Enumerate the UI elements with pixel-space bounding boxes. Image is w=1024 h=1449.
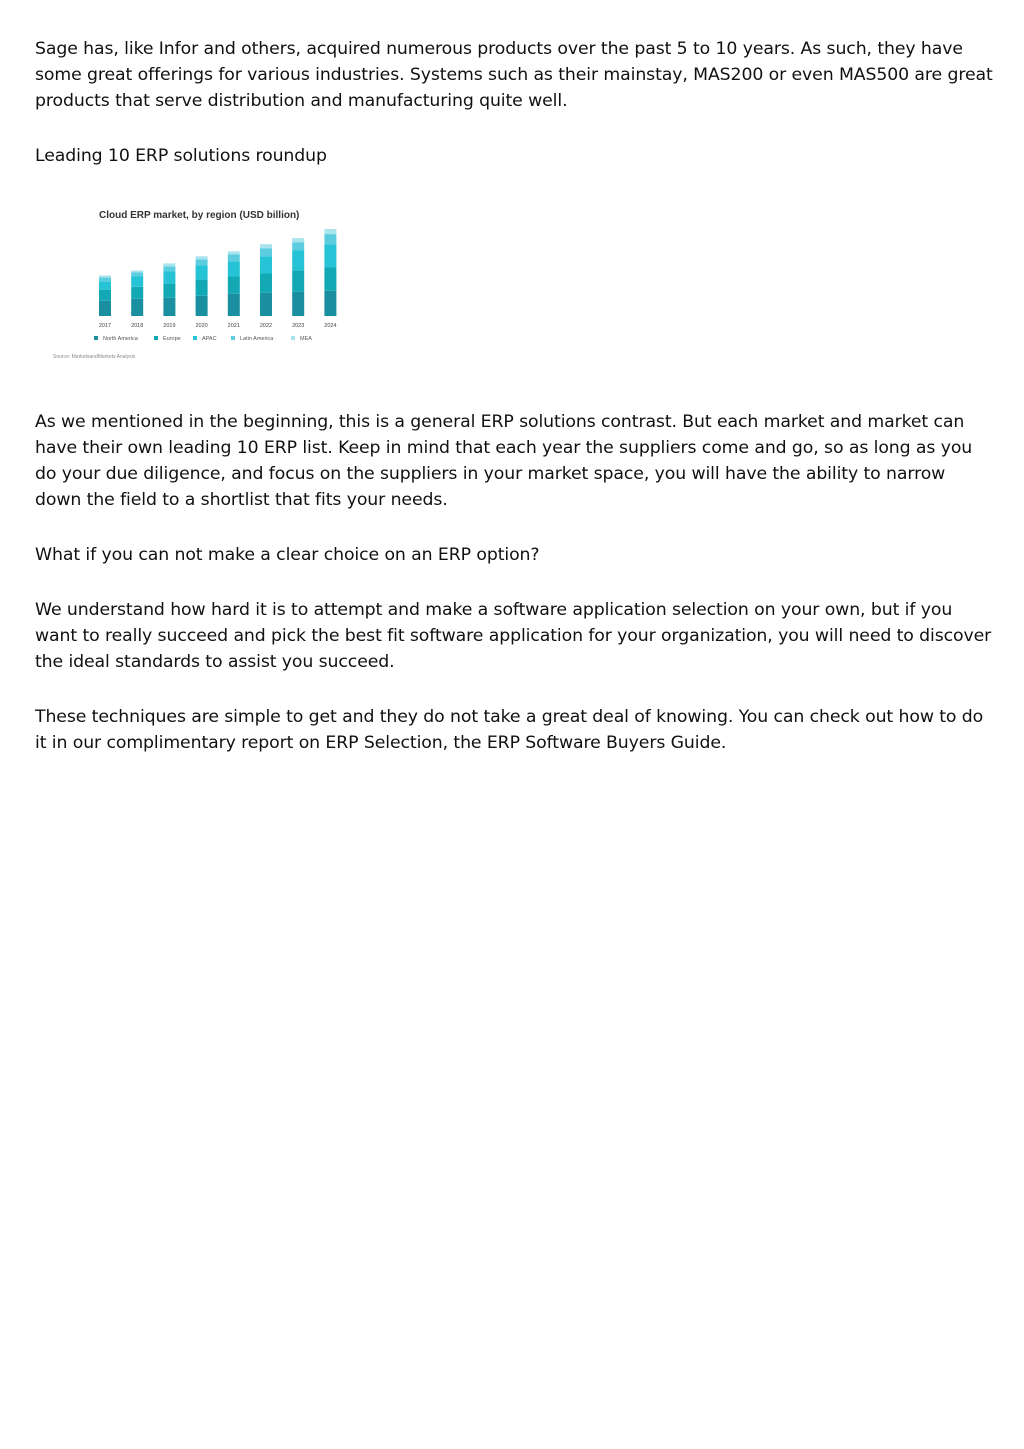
bar-2018-mea bbox=[131, 271, 143, 273]
bar-2024-mea bbox=[324, 229, 336, 234]
x-tick-label-2019: 2019 bbox=[163, 323, 176, 329]
paragraph-question: What if you can not make a clear choice on an ERP option? bbox=[35, 545, 540, 565]
x-tick-label-2023: 2023 bbox=[292, 323, 305, 329]
x-tick-label-2024: 2024 bbox=[324, 323, 337, 329]
paragraph-buyers-guide: These techniques are simple to get and they do not take a great deal of knowing. You can check out how to do it in our complimentary report on ERP Selection, the ERP Software Buyers Guide. bbox=[35, 707, 984, 753]
x-tick-label-2021: 2021 bbox=[227, 323, 240, 329]
bar-2018-latin-america bbox=[131, 273, 143, 277]
legend-swatch bbox=[291, 336, 295, 340]
document-page bbox=[35, 36, 995, 756]
bar-2020-mea bbox=[196, 256, 208, 259]
bar-2022-europe bbox=[260, 274, 272, 293]
bar-2023-latin-america bbox=[292, 242, 304, 250]
bar-2017-europe bbox=[99, 290, 111, 301]
legend-swatch bbox=[231, 336, 235, 340]
bar-2023-apac bbox=[292, 250, 304, 270]
bar-2024-apac bbox=[324, 244, 336, 267]
bar-2023-north-america bbox=[292, 292, 304, 316]
bar-2021-europe bbox=[228, 277, 240, 294]
bar-2022-apac bbox=[260, 256, 272, 273]
bar-2024-europe bbox=[324, 267, 336, 290]
x-tick-label-2017: 2017 bbox=[98, 323, 112, 329]
bar-2019-europe bbox=[163, 284, 175, 298]
bar-2023-europe bbox=[292, 271, 304, 292]
legend-item-latin-america bbox=[231, 336, 274, 342]
legend-item-europe bbox=[154, 336, 181, 342]
bar-2017-north-america bbox=[99, 301, 111, 316]
bar-2018-apac bbox=[131, 277, 143, 287]
bar-2018-north-america bbox=[131, 299, 143, 316]
bar-2024-north-america bbox=[324, 291, 336, 316]
bar-2019-apac bbox=[163, 272, 175, 284]
legend-item-north-america bbox=[94, 336, 139, 342]
bar-2020-europe bbox=[196, 280, 208, 296]
legend-label: Europe bbox=[163, 336, 181, 342]
bar-2019-latin-america bbox=[163, 266, 175, 271]
x-tick-label-2018: 2018 bbox=[131, 323, 144, 329]
legend-item-apac bbox=[193, 336, 217, 342]
bar-2019-north-america bbox=[163, 298, 175, 316]
bar-2020-apac bbox=[196, 265, 208, 279]
legend-swatch bbox=[94, 336, 98, 340]
bar-2024-latin-america bbox=[324, 234, 336, 244]
bar-2022-mea bbox=[260, 244, 272, 248]
bar-2021-north-america bbox=[228, 294, 240, 316]
legend-label: North America bbox=[103, 336, 138, 342]
bar-2023-mea bbox=[292, 238, 304, 242]
bar-2020-latin-america bbox=[196, 259, 208, 265]
bar-2021-apac bbox=[228, 261, 240, 276]
legend-swatch bbox=[193, 336, 197, 340]
legend-label: Latin America bbox=[240, 336, 274, 342]
legend-label: MEA bbox=[300, 336, 312, 342]
bar-2021-mea bbox=[228, 251, 240, 254]
bar-2022-latin-america bbox=[260, 248, 272, 256]
chart-source: Source: MarketsandMarkets Analysis bbox=[53, 354, 136, 360]
cloud-erp-chart bbox=[47, 197, 367, 372]
x-tick-label-2020: 2020 bbox=[195, 323, 208, 329]
paragraph-roundup-heading: Leading 10 ERP solutions roundup bbox=[35, 146, 327, 166]
bar-2020-north-america bbox=[196, 296, 208, 316]
cloud-erp-chart-figure bbox=[47, 197, 367, 372]
bar-2017-apac bbox=[99, 282, 111, 290]
paragraph-selection-advice: We understand how hard it is to attempt and make a software application selection on your own, but if you want to really succeed and pick the best fit software application for your organization, you will need to discover the ideal standards to assist you succeed. bbox=[35, 600, 992, 672]
chart-title: Cloud ERP market, by region (USD billion) bbox=[99, 210, 300, 221]
bar-2017-mea bbox=[99, 276, 111, 278]
paragraph-erp-contrast: As we mentioned in the beginning, this is a general ERP solutions contrast. But each market and market can have their own leading 10 ERP list. Keep in mind that each year the suppliers come and go, so as long as you do your due diligence, and focus on the suppliers in your market space, you will have the ability to narrow down the field to a shortlist that fits your needs. bbox=[35, 412, 973, 510]
legend-swatch bbox=[154, 336, 158, 340]
bar-2017-latin-america bbox=[99, 278, 111, 282]
bar-2022-north-america bbox=[260, 293, 272, 316]
legend-label: APAC bbox=[202, 336, 217, 342]
x-tick-label-2022: 2022 bbox=[259, 323, 273, 329]
legend-item-mea bbox=[291, 336, 312, 342]
bar-2021-latin-america bbox=[228, 254, 240, 261]
paragraph-sage: Sage has, like Infor and others, acquired numerous products over the past 5 to 10 years. As such, they have some great offerings for various industries. Systems such as their mainstay, MAS200 or even MAS500 are great products that serve distribution and manufacturing quite well. bbox=[35, 39, 993, 111]
bar-2019-mea bbox=[163, 263, 175, 266]
bar-2018-europe bbox=[131, 287, 143, 299]
